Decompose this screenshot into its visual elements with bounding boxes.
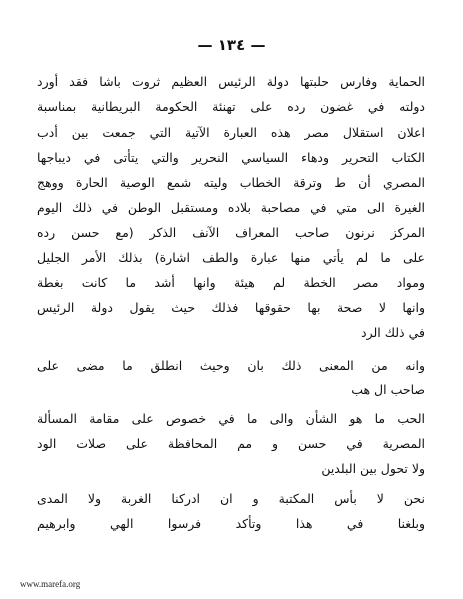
text-line: وبلغنا في هذا وتأكد فرسوا الهي وابرهيم — [37, 516, 425, 531]
text-line: ولا تحول بين البلدين — [321, 461, 425, 476]
text-line: في ذلك الرد — [361, 325, 425, 340]
text-line: وانها لا صحة بها حقوقها فذلك حيث يقول دولة الرئيس — [37, 300, 425, 315]
text-line: المصرية في حسن و مم المحافظة على صلات الود — [37, 436, 425, 451]
text-line: صاحب ال هب — [351, 382, 425, 397]
text-line: المركز نرنون صاحب المعراف الآنف الذكر (مع حسن رده — [37, 225, 425, 240]
text-line: اعلان استقلال مصر هذه العبارة الآتية التي جمعت بين أدب — [37, 125, 425, 140]
text-line: ومواد مصر الخطة لم هيئة وانها أشد ما كانت بغطة — [37, 275, 425, 290]
text-line: الحماية وفارس حلبتها دولة الرئيس العظيم ثروت باشا فقد أورد — [37, 74, 425, 89]
text-line: نحن لا بأس المكتبة و ان ادركنا الغربة ولا المدى — [37, 491, 425, 506]
text-line: الكتاب التحرير ودهاء السياسي النحرير والتي يتأتى في ديباجها — [37, 150, 425, 165]
text-line: الحب ما هو الشأن والى ما في خصوص على مقامة المسألة — [37, 411, 425, 426]
text-line: دولته في غضون رده على تهنئة الحكومة البريطانية بمناسبة — [37, 99, 425, 114]
text-line: وانه من المعنى ذلك بان وحيث انطلق ما مضى على — [37, 358, 425, 373]
text-line: المصري أن ط وترقة الخطاب وليته شمع الوصية الحارة ووهج — [37, 175, 425, 190]
text-line: الغيرة الى متي في مصاحبة بلاده ومستقبل الوطن في ذلك اليوم — [37, 200, 425, 215]
text-line: على ما لم يأتي منها عبارة والطف اشارة) بذلك الأمر الجليل — [37, 250, 425, 265]
page-number: — ١٣٤ — — [197, 36, 266, 54]
footer-url: www.marefa.org — [20, 579, 81, 589]
